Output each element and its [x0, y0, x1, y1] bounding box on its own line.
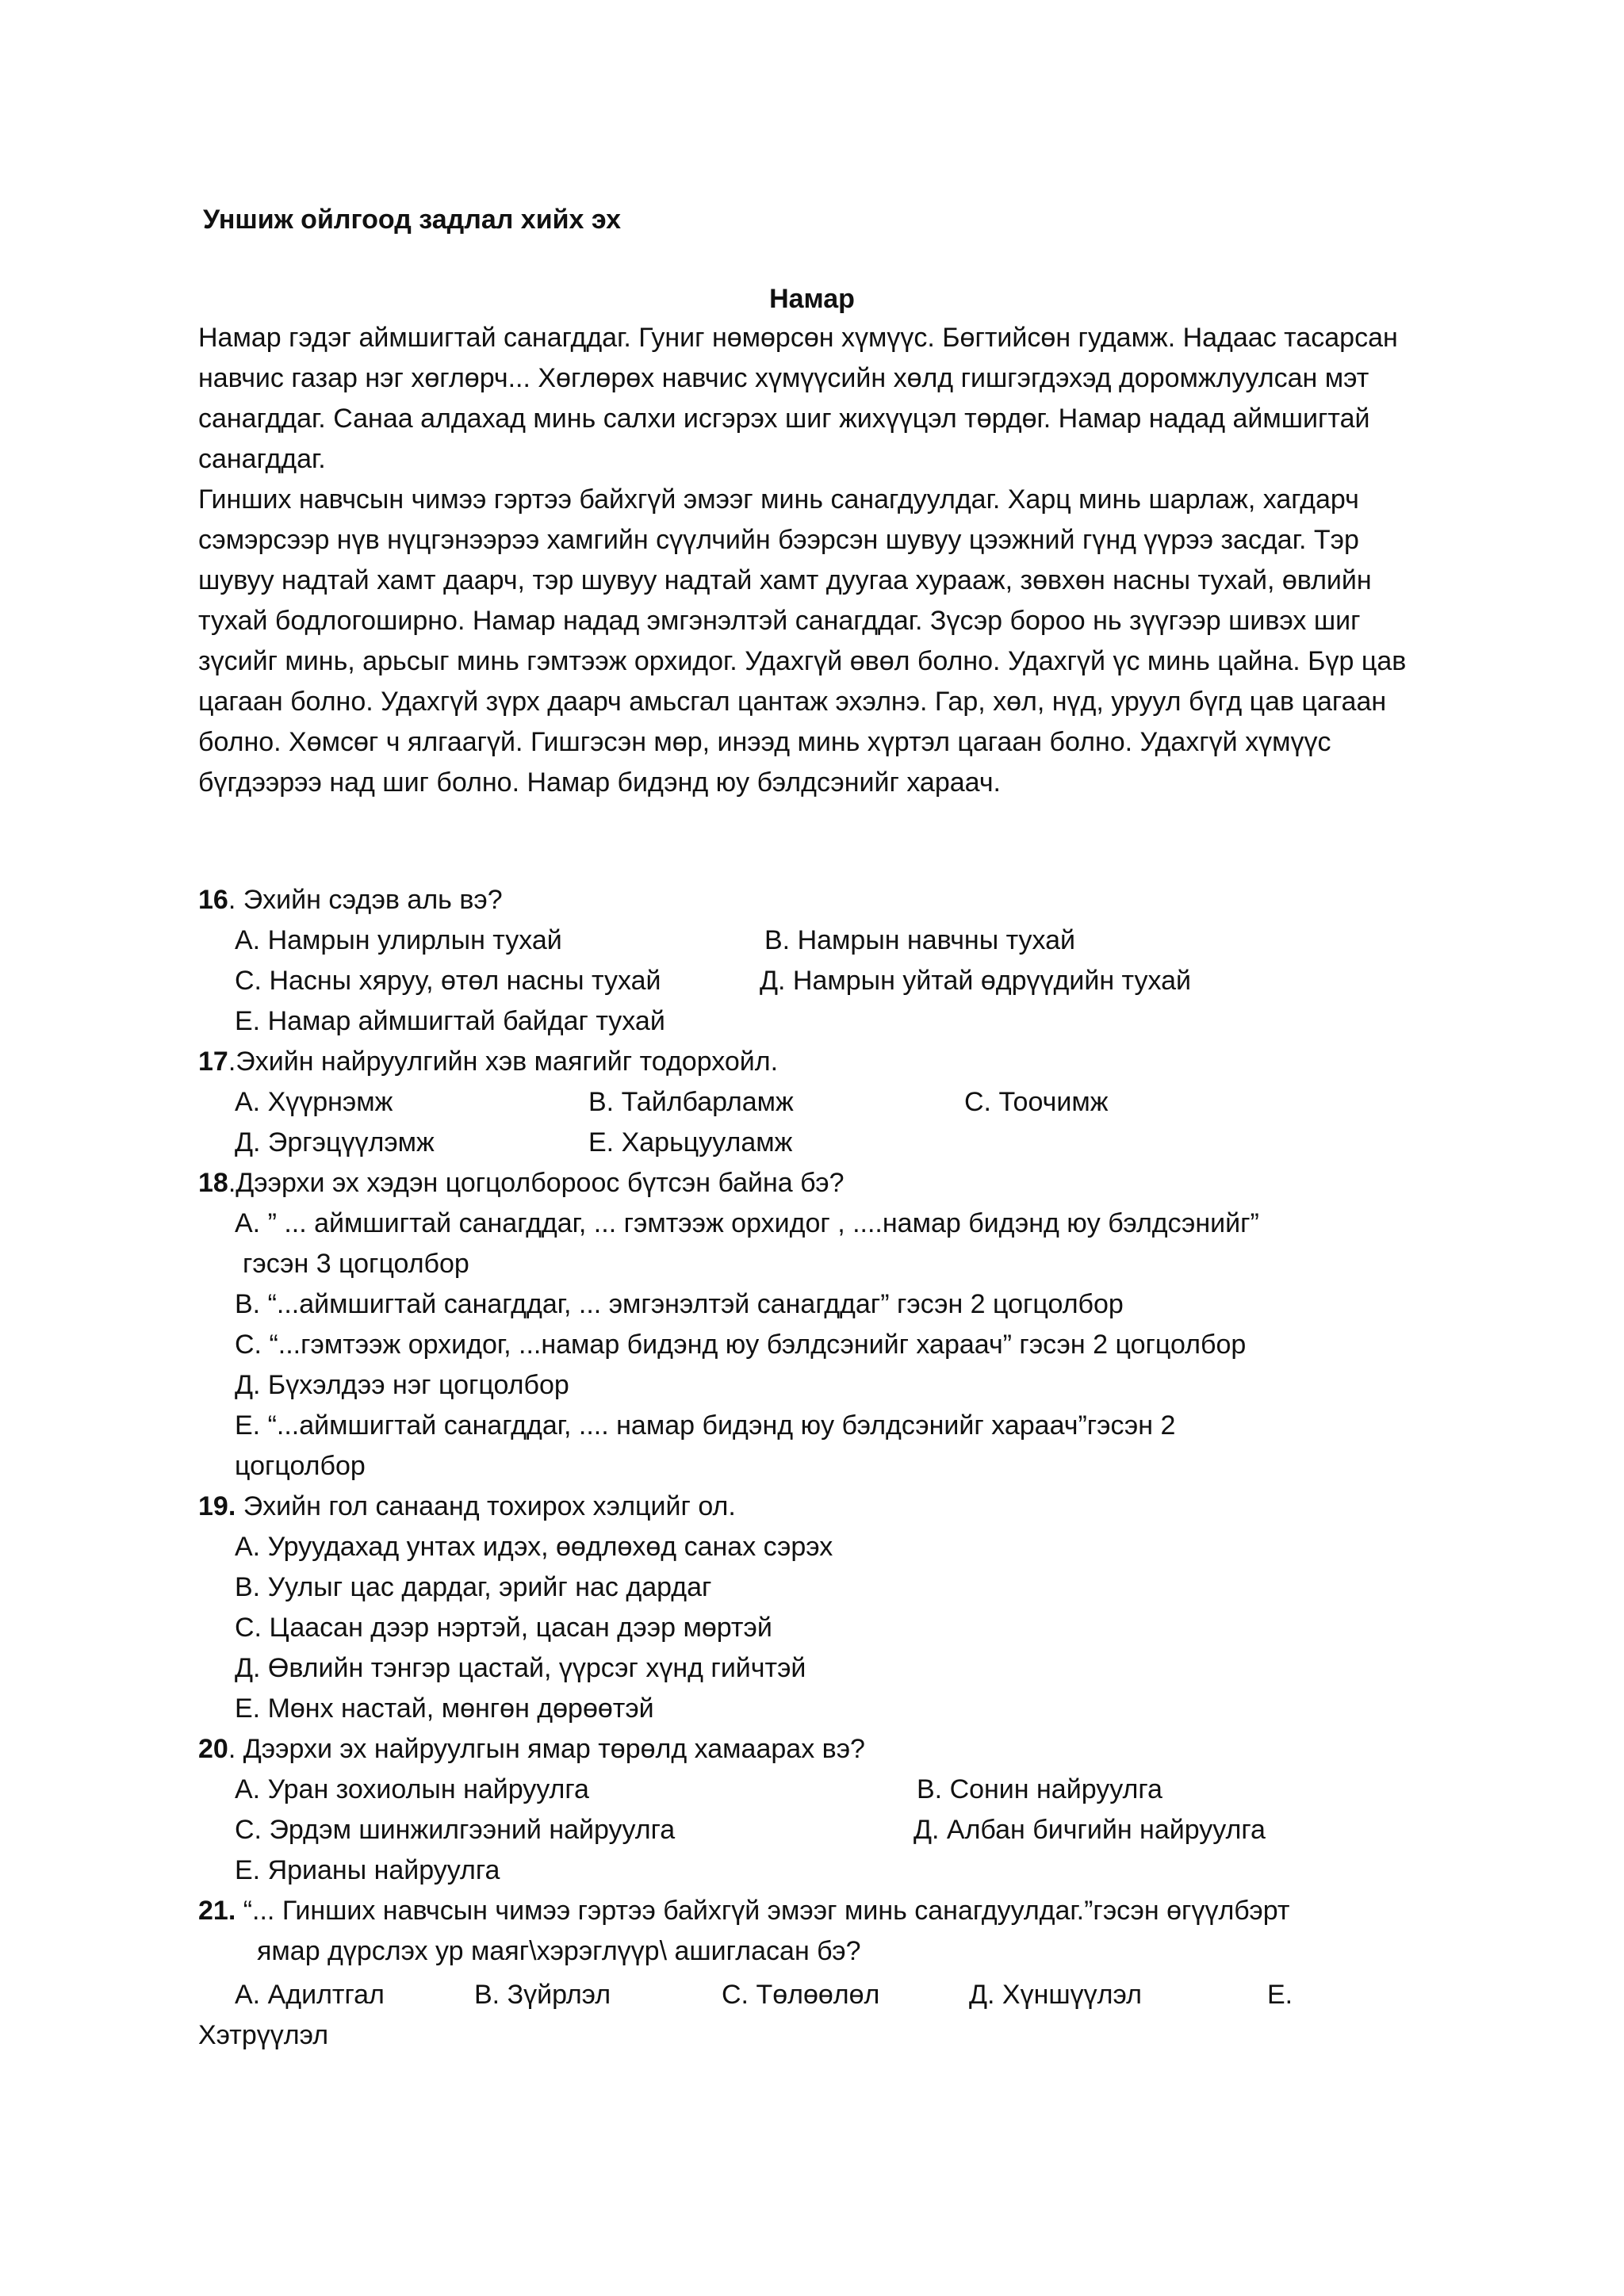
question-19: [198, 1487, 736, 1526]
q18-option-d[interactable]: Д. Бүхэлдээ нэг цогцолбор: [235, 1370, 569, 1400]
question-16: [198, 880, 503, 920]
q19-option-b[interactable]: В. Уулыг цас дардаг, эрийг нас дардаг: [235, 1572, 712, 1602]
q18-option-b[interactable]: В. “...аймшигтай санагддаг, ... эмгэнэлтэй санагддаг” гэсэн 2 цогцолбор: [235, 1289, 1124, 1319]
q21-option-e-continued: Хэтрүүлэл: [198, 2020, 329, 2050]
question-number: 16: [198, 885, 228, 915]
q17-option-e[interactable]: Е. Харьцуулaмж: [588, 1127, 793, 1158]
question-text: “... Гинших навчсын чимээ гэртээ байхгүй эмээг минь санагдуулдаг.”гэсэн өгүүлбэрт: [236, 1896, 1290, 1926]
question-text: .Дээрхи эх хэдэн цогцолбороос бүтсэн байна бэ?: [228, 1168, 845, 1198]
question-number: 20: [198, 1734, 228, 1764]
q17-option-d[interactable]: Д. Эргэцүүлэмж: [235, 1127, 435, 1158]
q19-option-d[interactable]: Д. Өвлийн тэнгэр цастай, үүрсэг хүнд гийчтэй: [235, 1653, 806, 1683]
document-heading: Уншиж ойлгоод задлал хийх эх: [203, 205, 622, 235]
q18-option-c[interactable]: С. “...гэмтээж орхидог, ...намар бидэнд юу бэлдсэнийг хараач” гэсэн 2 цогцолбор: [235, 1330, 1247, 1360]
passage-paragraph-2: Гинших навчсын чимээ гэртээ байхгүй эмээг минь санагдуулдаг. Харц минь шарлаж, хагдарч сэмэрсээр нүв нүцгэнээрээ хамгийн сүүлчийн бээрсэн шувуу цээжний гүнд үүрээ засдаг. Тэр шувуу надтай хамт даарч, тэр шувуу надтай хамт дуугаа хураaж, зөвхөн насны тухай, өвлийн тухай бодлогоширно. Намар надад эмгэнэлтэй санагддаг. Зүсэр бороо нь зүүгээр шивэх шиг зүсийг минь, арьсыг минь гэмтээж орхидог. Удахгүй өвөл болно. Удахгүй үс минь цайна. Бүр цав цагаан болно. Удахгүй зүрх даарч амьсгал цантаж эхэлнэ. Гар, хөл, нүд, уруул бүгд цав цагаан болно. Хөмсөг ч ялгаагүй. Гишгэсэн мөр, инээд минь хүртэл цагаан болно. Удахгүй хүмүүс бүгдээрээ над шиг болно. Намар бидэнд юу бэлдсэнийг хараач.: [198, 484, 1407, 798]
q20-option-d[interactable]: Д. Албан бичгийн найруулга: [914, 1815, 1266, 1845]
question-number: 21.: [198, 1896, 236, 1926]
question-21-text-continued: ямар дүрслэх ур маяг\хэрэглүүр\ ашигласан бэ?: [257, 1936, 861, 1966]
q16-option-e[interactable]: Е. Намар аймшигтай байдаг тухай: [235, 1006, 665, 1036]
question-number: 19.: [198, 1491, 236, 1521]
passage-text: [198, 318, 1435, 803]
question-number: 17: [198, 1047, 228, 1077]
q18-option-a-continued: гэсэн 3 цогцолбор: [243, 1249, 469, 1279]
question-20: [198, 1729, 865, 1769]
q20-option-c[interactable]: С. Эрдэм шинжилгээний найруулга: [235, 1815, 676, 1845]
q21-option-b[interactable]: В. Зүйрлэл: [474, 1980, 611, 2010]
question-18: [198, 1163, 845, 1203]
q19-option-c[interactable]: С. Цаасан дээр нэртэй, цасан дээр мөртэй: [235, 1613, 772, 1643]
q19-option-e[interactable]: Е. Мөнх настай, мөнгөн дөрөөтэй: [235, 1693, 654, 1724]
q18-option-e-continued: цогцолбор: [235, 1451, 366, 1481]
q17-option-b[interactable]: В. Тайлбарламж: [588, 1087, 794, 1117]
q21-option-d[interactable]: Д. Хүншүүлэл: [969, 1980, 1142, 2010]
q21-option-e[interactable]: Е.: [1267, 1980, 1293, 2010]
q17-option-a[interactable]: А. Хүүрнэмж: [235, 1087, 393, 1117]
q18-option-a[interactable]: А. ” ... аймшигтай санагддаг, ... гэмтээж орхидог , ....намар бидэнд юу бэлдсэнийг”: [235, 1208, 1259, 1238]
passage-paragraph-1: Намар гэдэг аймшигтай санагддаг. Гуниг нөмөрсөн хүмүүс. Бөгтийсөн гудамж. Надаас тасарсан навчис газар нэг хөглөрч... Хөглөрөх навчис хүмүүсийн хөлд гишгэгдэхэд доромжлуулсан мэт санагддаг. Санаа алдахад минь салхи исгэрэх шиг жихүүцэл төрдөг. Намар надад аймшигтай санагддаг.: [198, 323, 1398, 474]
q20-option-b[interactable]: В. Сонин найруулга: [917, 1774, 1162, 1804]
question-17: [198, 1042, 778, 1081]
q16-option-b[interactable]: В. Намрын навчны тухай: [764, 925, 1076, 955]
q16-option-a[interactable]: А. Намрын улирлын тухай: [235, 925, 562, 955]
q21-option-a[interactable]: А. Адилтгал: [235, 1980, 385, 2010]
question-text: . Эхийн сэдэв аль вэ?: [228, 885, 503, 915]
q21-option-c[interactable]: С. Төлөөлөл: [722, 1980, 880, 2010]
question-text: .Эхийн найруулгийн хэв маягийг тодорхойл.: [228, 1047, 779, 1077]
passage-title: Намар: [769, 284, 855, 314]
q16-option-d[interactable]: Д. Намрын уйтай өдрүүдийн тухай: [760, 966, 1192, 996]
q18-option-e[interactable]: Е. “...аймшигтай санагддаг, .... намар бидэнд юу бэлдсэнийг хараач”гэсэн 2: [235, 1410, 1176, 1441]
question-number: 18: [198, 1168, 228, 1198]
q16-option-c[interactable]: С. Насны хяруу, өтөл насны тухай: [235, 966, 661, 996]
question-text: Эхийн гол санаанд тохирох хэлцийг ол.: [236, 1491, 736, 1521]
q20-option-e[interactable]: Е. Ярианы найруулга: [235, 1855, 500, 1885]
question-text: . Дээрхи эх найруулгын ямар төрөлд хамаарах вэ?: [228, 1734, 865, 1764]
q19-option-a[interactable]: А. Уруудахад унтах идэх, өөдлөхөд санах сэрэх: [235, 1532, 833, 1562]
q20-option-a[interactable]: А. Уран зохиолын найруулга: [235, 1774, 589, 1804]
question-21: [198, 1891, 1289, 1931]
q17-option-c[interactable]: С. Тоочимж: [964, 1087, 1109, 1117]
